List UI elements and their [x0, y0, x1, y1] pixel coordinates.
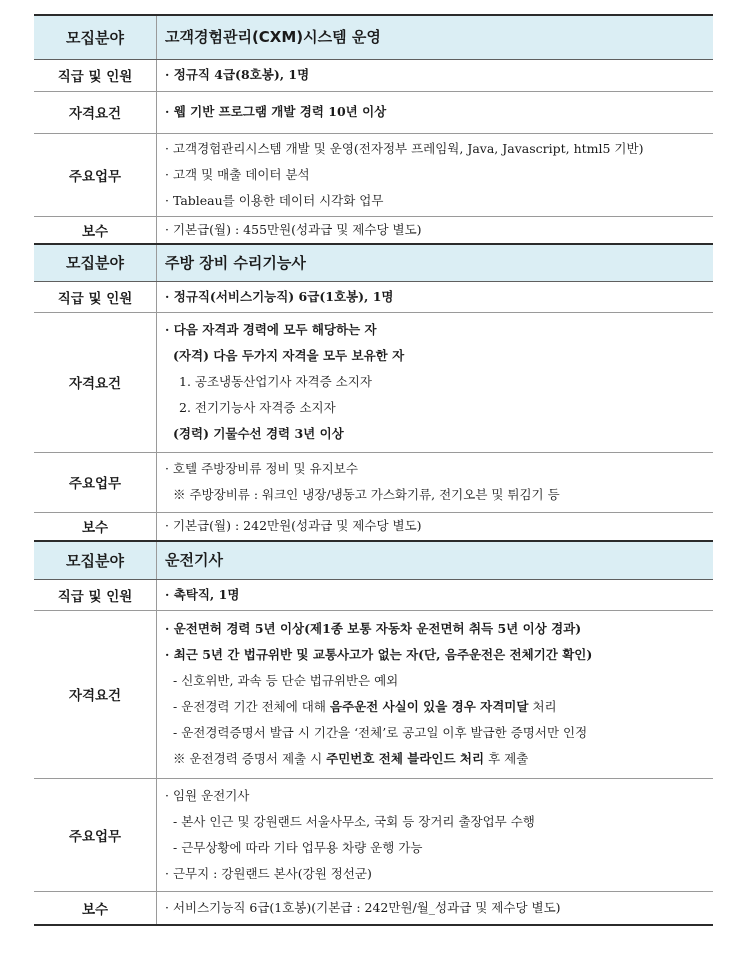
content-line: - 운전경력증명서 발급 시 기간을 ‘전체’로 공고일 이후 발급한 증명서만 인정 [173, 725, 588, 740]
row-label: 보수 [34, 891, 157, 925]
row-content [157, 133, 714, 216]
content-line: · 근무지 : 강원랜드 본사(강원 정선군) [165, 865, 372, 881]
section-header-label: 모집분야 [34, 541, 157, 579]
row-content [157, 512, 714, 541]
row-content [157, 579, 714, 610]
row-content [157, 891, 714, 925]
content-line: (자격) 다음 두가지 자격을 모두 보유한 자 [173, 348, 405, 363]
table-row [34, 579, 713, 610]
row-content [157, 312, 714, 452]
row-label: 주요업무 [34, 133, 157, 216]
content-line: · 고객 및 매출 데이터 분석 [165, 166, 310, 182]
table-row [34, 91, 713, 133]
row-content [157, 91, 714, 133]
row-content [157, 452, 714, 512]
row-content [157, 216, 714, 244]
content-line-part: 주민번호 전체 블라인드 처리 [326, 751, 485, 766]
row-label: 직급 및 인원 [34, 59, 157, 91]
content-line [165, 694, 713, 720]
row-label: 직급 및 인원 [34, 579, 157, 610]
content-line: · 최근 5년 간 법규위반 및 교통사고가 없는 자(단, 음주운전은 전체기간 확인) [165, 647, 593, 662]
table-row [34, 133, 713, 216]
row-label: 보수 [34, 216, 157, 244]
content-line-part: 음주운전 사실이 있을 경우 자격미달 [329, 699, 529, 714]
table-row [34, 312, 713, 452]
section-header [34, 541, 713, 579]
content-line-part: - 운전경력 기간 전체에 대해 [173, 699, 330, 714]
content-line: 2. 전기기능사 자격증 소지자 [179, 400, 336, 415]
content-line: · 고객경험관리시스템 개발 및 운영(전자정부 프레임웍, Java, Javascript, html5 기반) [165, 140, 644, 156]
content-line: - 본사 인근 및 강원랜드 서울사무소, 국회 등 장거리 출장업무 수행 [173, 813, 535, 829]
content-line [165, 746, 713, 772]
row-content [157, 778, 714, 891]
section-header [34, 244, 713, 281]
table-row [34, 59, 713, 91]
table-row [34, 216, 713, 244]
content-line: - 신호위반, 과속 등 단순 법규위반은 예외 [173, 673, 399, 688]
content-line: · 임원 운전기사 [165, 787, 250, 803]
row-label: 직급 및 인원 [34, 281, 157, 312]
content-line: · 운전면허 경력 5년 이상(제1종 보통 자동차 운전면허 취득 5년 이상 경과) [165, 621, 582, 636]
section-header [34, 15, 713, 59]
section-header-label: 모집분야 [34, 244, 157, 281]
table-row [34, 452, 713, 512]
section-title: 주방 장비 수리기능사 [157, 244, 714, 281]
row-label: 보수 [34, 512, 157, 541]
recruitment-table [34, 14, 713, 926]
content-line: · 다음 자격과 경력에 모두 해당하는 자 [165, 322, 377, 337]
table-row [34, 281, 713, 312]
row-content [157, 281, 714, 312]
content-line: (경력) 기물수선 경력 3년 이상 [173, 426, 344, 441]
table-row [34, 512, 713, 541]
content-line: ※ 주방장비류 : 워크인 냉장/냉동고 가스화기류, 전기오븐 및 튀김기 등 [173, 487, 560, 502]
content-line: · 웹 기반 프로그램 개발 경력 10년 이상 [165, 104, 387, 119]
row-content [157, 59, 714, 91]
recruitment-document [34, 14, 713, 926]
content-line: 1. 공조냉동산업기사 자격증 소지자 [179, 374, 372, 389]
content-line: · 정규직 4급(8호봉), 1명 [165, 67, 310, 82]
row-label: 자격요건 [34, 91, 157, 133]
content-line-part: ※ 운전경력 증명서 제출 시 [173, 751, 327, 766]
content-line: · 기본급(월) : 242만원(성과급 및 제수당 별도) [165, 518, 422, 534]
content-line: · Tableau를 이용한 데이터 시각화 업무 [165, 192, 384, 208]
section-header-label: 모집분야 [34, 15, 157, 59]
section-title: 고객경험관리(CXM)시스템 운영 [157, 15, 714, 59]
row-label: 주요업무 [34, 778, 157, 891]
table-row [34, 891, 713, 925]
row-label: 자격요건 [34, 610, 157, 778]
row-label: 주요업무 [34, 452, 157, 512]
row-label: 자격요건 [34, 312, 157, 452]
content-line: · 촉탁직, 1명 [165, 586, 240, 602]
content-line: · 정규직(서비스기능직) 6급(1호봉), 1명 [165, 288, 394, 304]
section-title: 운전기사 [157, 541, 714, 579]
content-line: · 기본급(월) : 455만원(성과급 및 제수당 별도) [165, 221, 422, 237]
table-row [34, 610, 713, 778]
content-line-part: 후 제출 [484, 751, 529, 766]
content-line: · 호텔 주방장비류 정비 및 유지보수 [165, 461, 358, 476]
content-line-part: 처리 [528, 699, 557, 714]
content-line: · 서비스기능직 6급(1호봉)(기본급 : 242만원/월_성과급 및 제수당 별도) [165, 899, 561, 915]
content-line: - 근무상황에 따라 기타 업무용 차량 운행 가능 [173, 839, 423, 855]
row-content [157, 610, 714, 778]
table-row [34, 778, 713, 891]
